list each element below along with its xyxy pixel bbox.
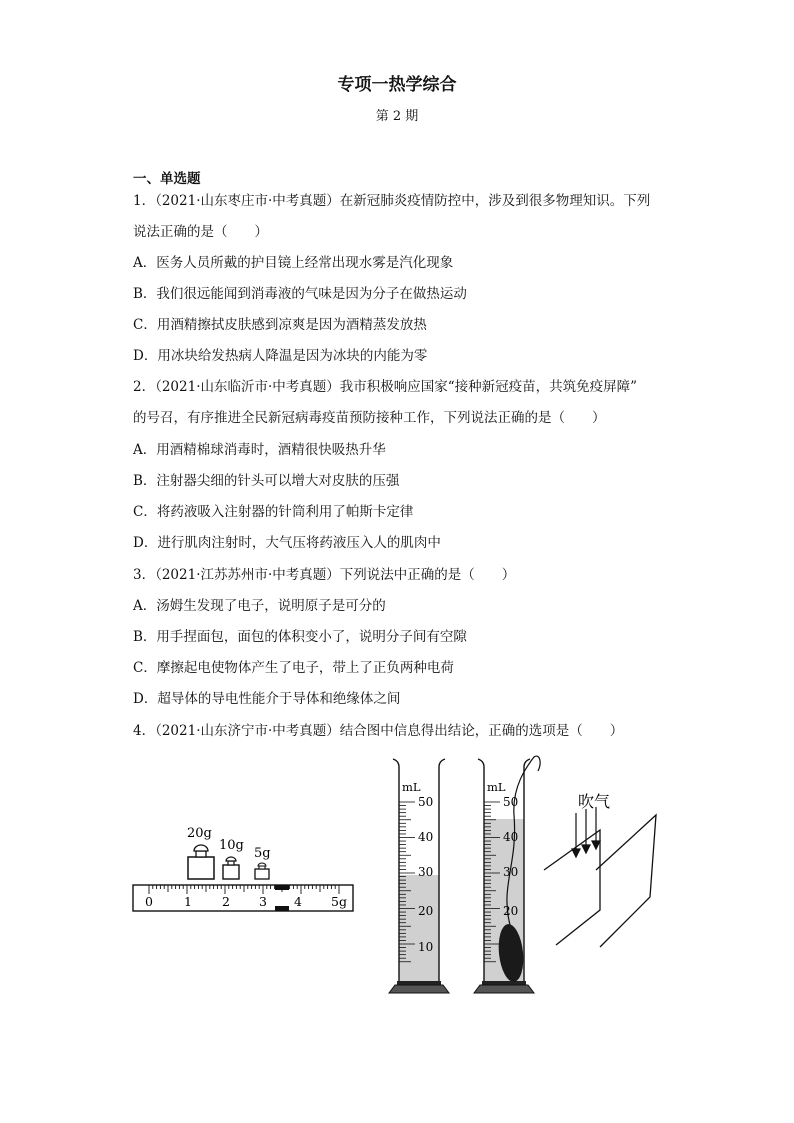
- cylinder-2-label-20: 20: [503, 904, 519, 918]
- weight-10g-icon: [223, 857, 239, 879]
- page-title: 专项一热学综合: [337, 75, 457, 95]
- cylinder-1-base: [389, 985, 449, 993]
- scale-label-3: 3: [259, 894, 267, 909]
- weight-10g-label: 10g: [219, 838, 244, 853]
- question-1-stem-cont: 说法正确的是（ ）: [133, 224, 268, 240]
- question-1-option-b: B．我们很远能闻到消毒液的气味是因为分子在做热运动: [133, 286, 467, 302]
- cylinder-2-label-40: 40: [503, 830, 519, 844]
- blow-paper-figure: [540, 785, 665, 955]
- question-1-option-a: A．医务人员所戴的护目镜上经常出现水雾是汽化现象: [133, 255, 454, 271]
- weight-20g-label: 20g: [187, 826, 212, 841]
- weight-20g-icon: [188, 845, 214, 879]
- question-3-stem: 3．（2021·江苏苏州市·中考真题）下列说法中正确的是（ ）: [133, 567, 516, 583]
- rider-bottom: [275, 906, 289, 911]
- airflow-arrows-icon: [572, 807, 600, 857]
- scale-label-0: 0: [145, 894, 153, 909]
- cylinder-2-unit: mL: [487, 780, 506, 794]
- cylinder-1-label-30: 30: [418, 865, 434, 879]
- cylinder-2-neck: [482, 981, 526, 985]
- cylinder-2-base: [474, 985, 534, 993]
- question-3-option-b: B．用手捏面包，面包的体积变小了，说明分子间有空隙: [133, 629, 467, 645]
- scale-label-2: 2: [222, 894, 230, 909]
- question-1-option-c: C．用酒精擦拭皮肤感到凉爽是因为酒精蒸发放热: [133, 317, 427, 333]
- scale-label-4: 4: [294, 894, 302, 909]
- question-1-option-d: D．用冰块给发热病人降温是因为冰块的内能为零: [133, 348, 428, 364]
- balance-figure: [130, 815, 360, 915]
- scale-label-5: 5g: [331, 894, 347, 909]
- question-2-option-a: A．用酒精棉球消毒时，酒精很快吸热升华: [133, 442, 386, 458]
- weight-5g-icon: [255, 863, 269, 879]
- question-3-option-a: A．汤姆生发现了电子，说明原子是可分的: [133, 598, 386, 614]
- cylinder-1-label-20: 20: [418, 904, 434, 918]
- cylinder-2-label-30: 30: [503, 865, 519, 879]
- question-2-option-b: B．注射器尖细的针头可以增大对皮肤的压强: [133, 473, 400, 489]
- cylinder-1-label-40: 40: [418, 830, 434, 844]
- cylinder-1-figure: [385, 755, 465, 1000]
- paper-left: [544, 830, 600, 945]
- cylinder-1-neck: [397, 981, 441, 985]
- rider-top: [275, 885, 289, 890]
- section-heading: 一、单选题: [133, 171, 201, 187]
- paper-right: [596, 815, 656, 947]
- question-3-option-d: D．超导体的导电性能介于导体和绝缘体之间: [133, 691, 401, 707]
- question-3-option-c: C．摩擦起电使物体产生了电子，带上了正负两种电荷: [133, 660, 454, 676]
- question-1-stem: 1．（2021·山东枣庄市·中考真题）在新冠肺炎疫情防控中，涉及到很多物理知识。下列: [133, 193, 651, 209]
- scale-label-1: 1: [184, 894, 192, 909]
- question-4-stem: 4．（2021·山东济宁市·中考真题）结合图中信息得出结论，正确的选项是（ ）: [133, 723, 624, 739]
- cylinder-1-label-50: 50: [418, 795, 434, 809]
- issue-number: 第 2 期: [375, 109, 419, 124]
- weight-5g-label: 5g: [254, 846, 271, 861]
- question-2-option-d: D．进行肌肉注射时，大气压将药液压入人的肌肉中: [133, 535, 441, 551]
- cylinder-1-label-10: 10: [418, 940, 434, 954]
- blow-label: 吹气: [578, 792, 611, 811]
- question-2-stem-cont: 的号召，有序推进全民新冠病毒疫苗预防接种工作，下列说法正确的是（ ）: [133, 410, 606, 426]
- cylinder-1-unit: mL: [402, 780, 421, 794]
- question-2-stem: 2．（2021·山东临沂市·中考真题）我市积极响应国家“接种新冠疫苗，共筑免疫屏障”: [133, 379, 638, 395]
- question-2-option-c: C．将药液吸入注射器的针筒利用了帕斯卡定律: [133, 504, 414, 520]
- cylinder-2-figure: [470, 755, 550, 1000]
- cylinder-2-label-50: 50: [503, 795, 519, 809]
